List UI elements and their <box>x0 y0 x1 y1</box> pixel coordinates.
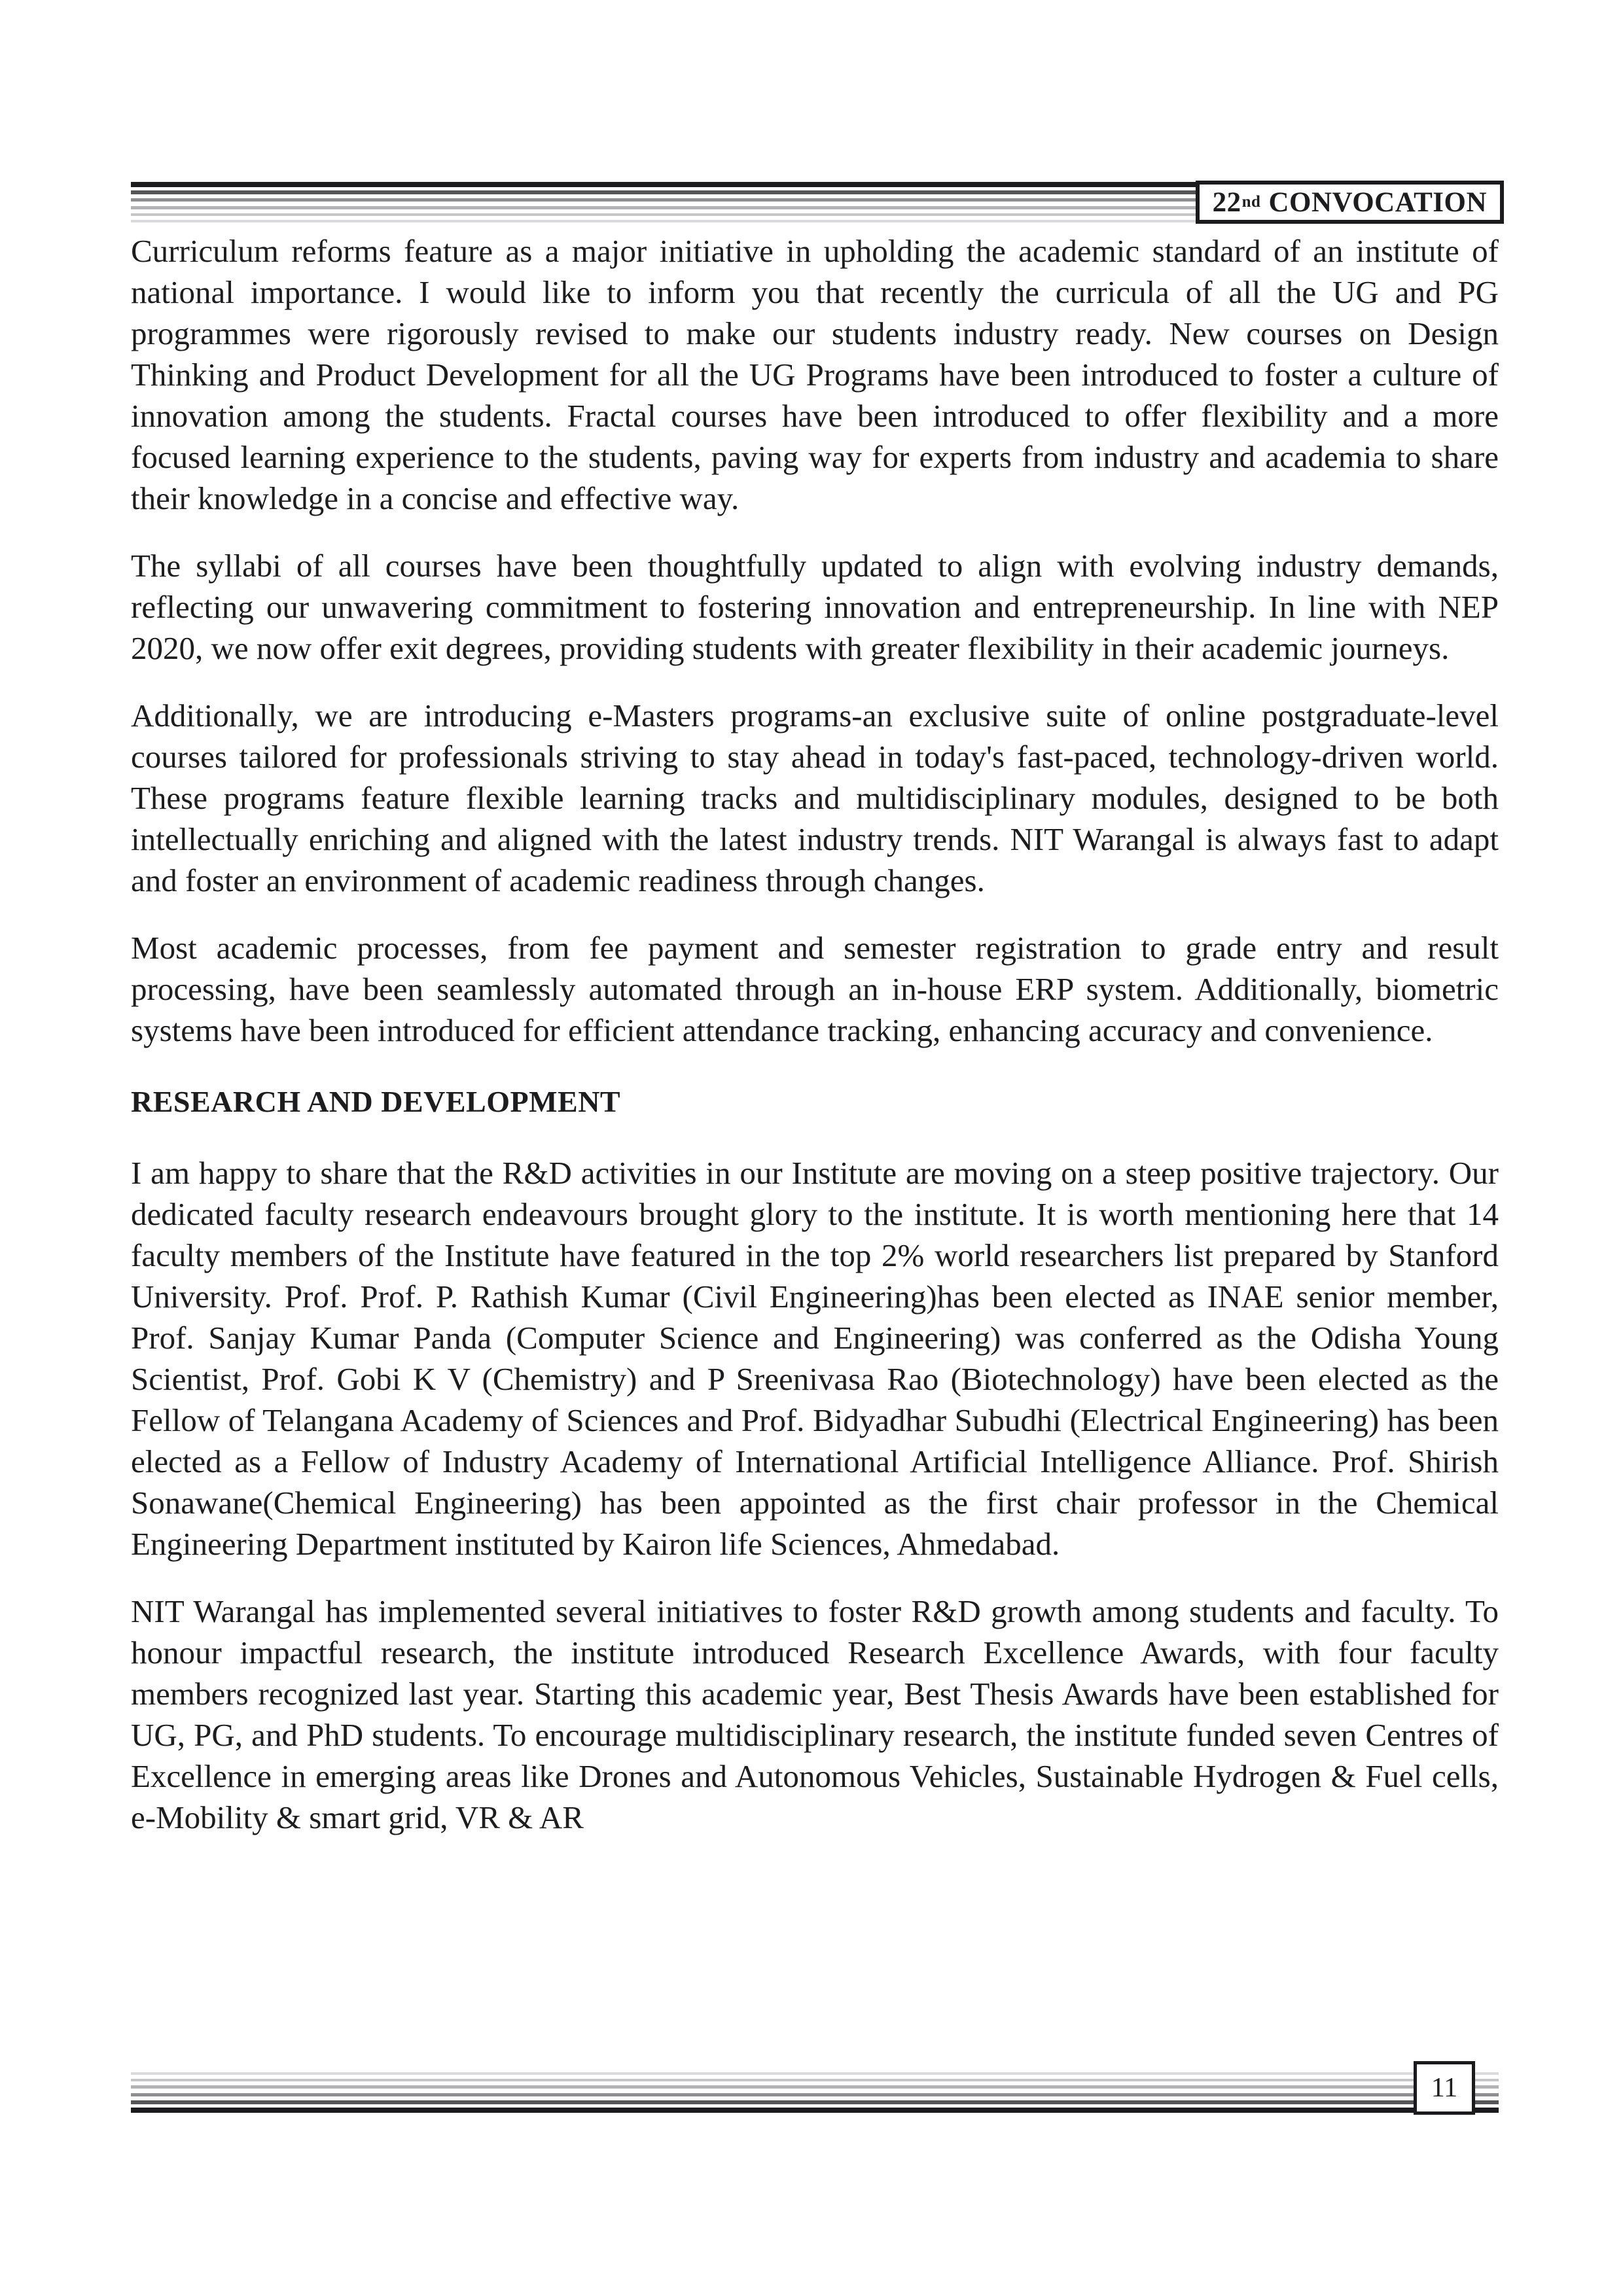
paragraph-curriculum-reforms: Curriculum reforms feature as a major initiative in upholding the academic standard of an institute of national importance. I would like to inform you that recently the curricula of all the UG and PG programmes were rigorously revised to make our students industry ready. New courses on Design Thinking and Product Development for all the UG Programs have been introduced to foster a culture of innovation among the students. Fractal courses have been introduced to offer flexibility and a more focused learning experience to the students, paving way for experts from industry and academia to share their knowledge in a concise and effective way. <box>131 233 1499 516</box>
footer-rule-line <box>131 2079 1499 2081</box>
footer-rule-line <box>131 2108 1499 2113</box>
page-body <box>131 230 1499 1838</box>
section-heading-research-and-development: RESEARCH AND DEVELOPMENT <box>131 1085 621 1118</box>
footer-rule-line <box>131 2100 1499 2104</box>
paragraph-rnd-activities: I am happy to share that the R&D activities in our Institute are moving on a steep positive trajectory. Our dedicated faculty research endeavours brought glory to the institute. It is worth mentioning here that 14 faculty members of the Institute have featured in the top 2% world researchers list prepared by Stanford University. Prof. Prof. P. Rathish Kumar (Civil Engineering)has been elected as INAE senior member, Prof. Sanjay Kumar Panda (Computer Science and Engineering) was conferred as the Odisha Young Scientist, Prof. Gobi K V (Chemistry) and P Sreenivasa Rao (Biotechnology) have been elected as the Fellow of Telangana Academy of Sciences and Prof. Bidyadhar Subudhi (Electrical Engineering) has been elected as a Fellow of Industry Academy of International Artificial Intelligence Alliance. Prof. Shirish Sonawane(Chemical Engineering) has been appointed as the first chair professor in the Chemical Engineering Department instituted by Kairon life Sciences, Ahmedabad. <box>131 1155 1499 1562</box>
footer-rule-line <box>131 2072 1499 2075</box>
badge-number: 22 <box>1212 186 1241 218</box>
paragraph-emasters-programs: Additionally, we are introducing e-Masters programs-an exclusive suite of online postgraduate-level courses tailored for professionals striving to stay ahead in today's fast-paced, technology-driven world. These programs feature flexible learning tracks and multidisciplinary modules, designed to be both intellectually enriching and aligned with the latest industry trends. NIT Warangal is always fast to adapt and foster an environment of academic readiness through changes. <box>131 698 1499 898</box>
page-number-badge <box>1414 2061 1475 2115</box>
header-rule-band <box>131 182 1499 224</box>
paragraph-rnd-initiatives: NIT Warangal has implemented several initiatives to foster R&D growth among students and faculty. To honour impactful research, the institute introduced Research Excellence Awards, with four faculty members recognized last year. Starting this academic year, Best Thesis Awards have been established for UG, PG, and PhD students. To encourage multidisciplinary research, the institute funded seven Centres of Excellence in emerging areas like Drones and Autonomous Vehicles, Sustainable Hydrogen & Fuel cells, e-Mobility & smart grid, VR & AR <box>131 1593 1499 1835</box>
footer-rule-line <box>131 2085 1499 2089</box>
footer-rule-band <box>131 2072 1499 2114</box>
header-convocation-badge: 22 nd CONVOCATION <box>1196 181 1504 224</box>
page-number: 11 <box>1431 2073 1458 2103</box>
paragraph-erp-automation: Most academic processes, from fee payment and semester registration to grade entry and result processing, have been seamlessly automated through an in-house ERP system. Additionally, biometric systems have been introduced for efficient attendance tracking, enhancing accuracy and convenience. <box>131 930 1499 1048</box>
paragraph-syllabi-update: The syllabi of all courses have been thoughtfully updated to align with evolving industry demands, reflecting our unwavering commitment to fostering innovation and entrepreneurship. In line with NEP 2020, we now offer exit degrees, providing students with greater flexibility in their academic journeys. <box>131 548 1499 666</box>
badge-title: CONVOCATION <box>1268 186 1487 218</box>
footer-rule-line <box>131 2093 1499 2096</box>
